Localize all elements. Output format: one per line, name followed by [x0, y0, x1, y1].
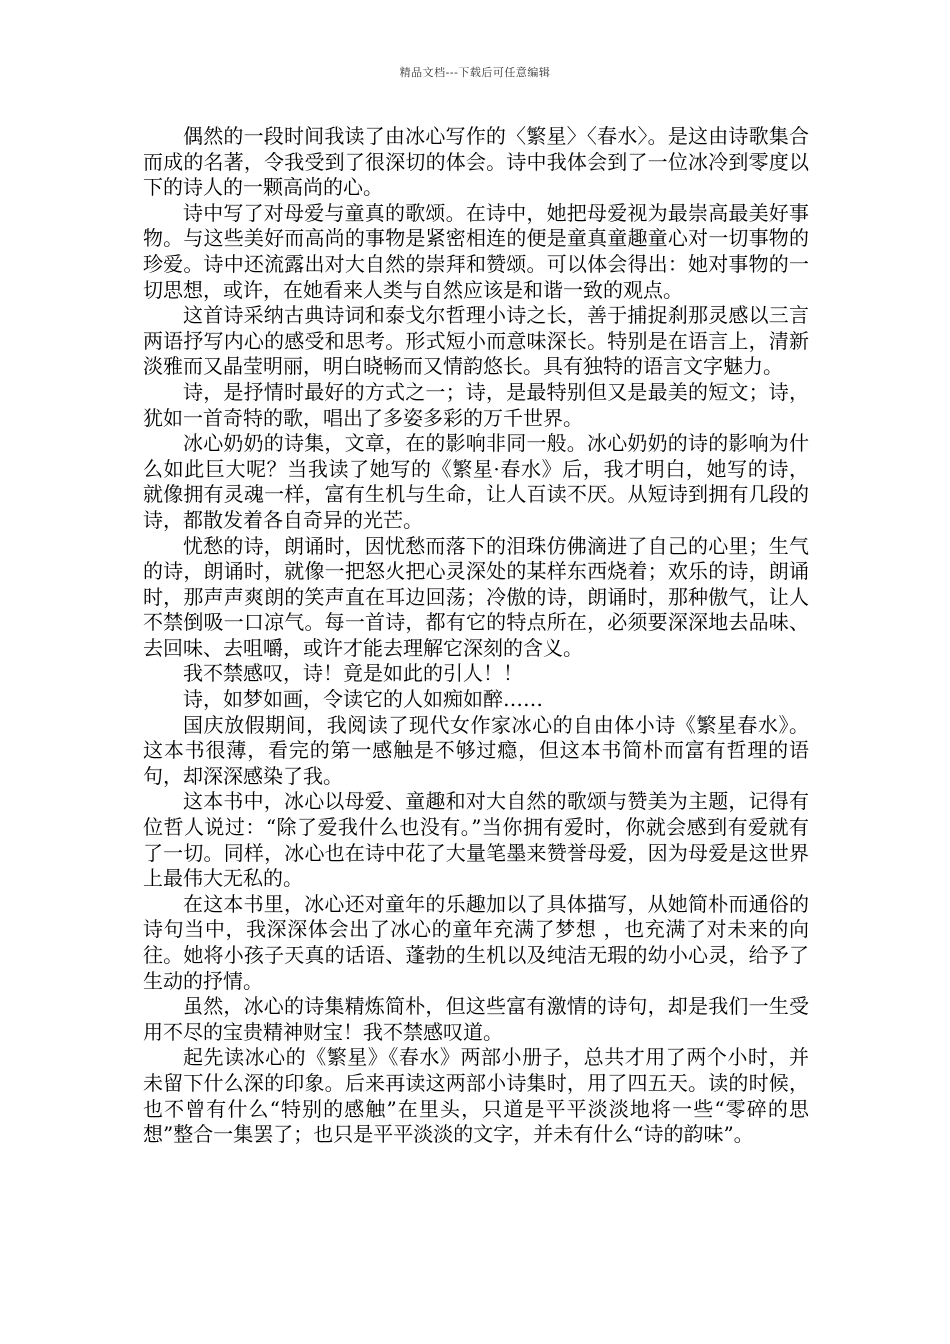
page-header: 精品文档---下载后可任意编辑 [399, 66, 551, 79]
document-body [143, 124, 809, 1148]
paragraph: 诗中写了对母爱与童真的歌颂。在诗中，她把母爱视为最崇高最美好事物。与这些美好而高尚的事物是紧密相连的便是童真童趣童心对一切事物的珍爱。诗中还流露出对大自然的崇拜和赞颂。可以体会得出：她对事物的一切思想，或许，在她看来人类与自然应该是和谐一致的观点。 [143, 200, 809, 302]
paragraph: 忧愁的诗，朗诵时，因忧愁而落下的泪珠仿佛滴进了自己的心里；生气的诗，朗诵时，就像一把怒火把心灵深处的某样东西烧着；欢乐的诗，朗诵时，那声声爽朗的笑声直在耳边回荡；冷傲的诗，朗诵时，那种傲气，让人不禁倒吸一口凉气。每一首诗，都有它的特点所在，必须要深深地去品味、去回味、去咀嚼，或许才能去理解它深刻的含义。 [143, 533, 809, 660]
paragraph: 这首诗采纳古典诗词和泰戈尔哲理小诗之长，善于捕捉刹那灵感以三言两语抒写内心的感受和思考。形式短小而意味深长。特别是在语言上，清新淡雅而又晶莹明丽，明白晓畅而又情韵悠长。具有独特的语言文字魅力。 [143, 303, 809, 379]
paragraph: 国庆放假期间，我阅读了现代女作家冰心的自由体小诗《繁星春水》。这本书很薄，看完的第一感触是不够过瘾，但这本书简朴而富有哲理的语句，却深深感染了我。 [143, 712, 809, 788]
paragraph: 这本书中，冰心以母爱、童趣和对大自然的歌颂与赞美为主题，记得有位哲人说过：“除了爱我什么也没有。”当你拥有爱时，你就会感到有爱就有了一切。同样，冰心也在诗中花了大量笔墨来赞誉母爱，因为母爱是这世界上最伟大无私的。 [143, 789, 809, 891]
paragraph: 在这本书里，冰心还对童年的乐趣加以了具体描写，从她简朴而通俗的诗句当中，我深深体会出了冰心的童年充满了梦想 ，也充满了对未来的向往。她将小孩子天真的话语、蓬勃的生机以及纯洁无瑕的幼小心灵，给予了生动的抒情。 [143, 891, 809, 993]
paragraph: 诗，是抒情时最好的方式之一；诗，是最特别但又是最美的短文；诗，犹如一首奇特的歌，唱出了多姿多彩的万千世界。 [143, 379, 809, 430]
paragraph: 诗，如梦如画，令读它的人如痴如醉…… [183, 687, 543, 712]
paragraph: 冰心奶奶的诗集，文章，在的影响非同一般。冰心奶奶的诗的影响为什么如此巨大呢？当我读了她写的《繁星·春水》后，我才明白，她写的诗，就像拥有灵魂一样，富有生机与生命，让人百读不厌。从短诗到拥有几段的诗，都散发着各自奇异的光芒。 [143, 431, 809, 532]
paragraph: 我不禁感叹，诗！竟是如此的引人！！ [183, 661, 523, 686]
paragraph: 起先读冰心的《繁星》《春水》两部小册子，总共才用了两个小时，并未留下什么深的印象。后来再读这两部小诗集时，用了四五天。读的时候，也不曾有什么“特别的感触”在里头，只道是平平淡淡地将一些“零碎的思想”整合一集罢了；也只是平平淡淡的文字，并未有什么“诗的韵味”。 [143, 1045, 809, 1147]
paragraph: 偶然的一段时间我读了由冰心写作的〈繁星〉〈春水〉。是这由诗歌集合而成的名著，令我受到了很深切的体会。诗中我体会到了一位冰冷到零度以下的诗人的一颗高尚的心。 [143, 124, 809, 200]
paragraph: 虽然，冰心的诗集精炼简朴，但这些富有激情的诗句，却是我们一生受用不尽的宝贵精神财宝！我不禁感叹道。 [143, 994, 809, 1044]
